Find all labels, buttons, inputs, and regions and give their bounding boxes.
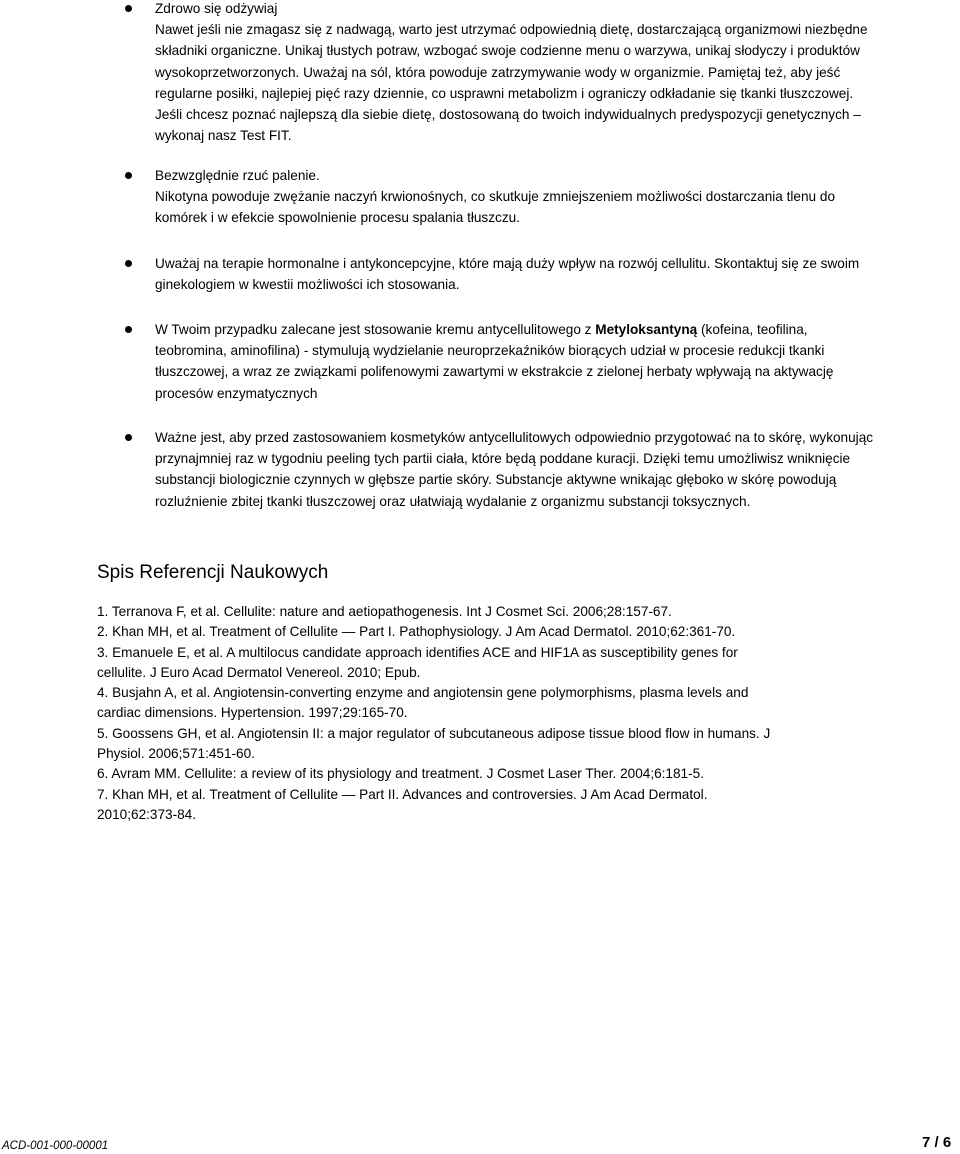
paragraph-line: wysokoprzetworzonych. Uważaj na sól, która powoduje zatrzymywanie wody w organizmie. Pamiętaj też, aby jeść <box>155 64 841 80</box>
reference-line: cardiac dimensions. Hypertension. 1997;29:165-70. <box>97 705 408 721</box>
paragraph-line: przynajmniej raz w tygodniu peeling tych partii ciała, które będą poddane kuracji. Dzięki temu umożliwisz wniknięcie <box>155 451 851 467</box>
bullet-title: Bezwzględnie rzuć palenie. <box>155 168 320 183</box>
page-number: 7 / 6 <box>922 1134 952 1151</box>
paragraph-line: procesów enzymatycznych <box>155 385 318 401</box>
paragraph-line: regularne posiłki, najlepiej pięć razy dziennie, co usprawni metabolizm i ograniczy odkładanie się tkanki tłuszczowej. <box>155 85 854 101</box>
paragraph-line: Uważaj na terapie hormonalne i antykoncepcyjne, które mają duży wpływ na rozwój cellulitu. Skontaktuj się ze swoim <box>155 256 860 271</box>
text-segment: W Twoim przypadku zalecane jest stosowanie kremu antycellulitowego z <box>155 322 596 337</box>
paragraph-line: Jeśli chcesz poznać najlepszą dla siebie dietę, dostosowaną do twoich indywidualnych predyspozycji genetycznych – <box>155 106 861 122</box>
document-code: ACD-001-000-00001 <box>2 1140 109 1152</box>
paragraph-line: tłuszczowej, a wraz ze związkami polifenowymi zawartymi w ekstrakcie z zielonej herbaty wpływają na aktywację <box>155 364 834 380</box>
paragraph-line: wykonaj nasz Test FIT. <box>155 128 292 144</box>
section-heading: Spis Referencji Naukowych <box>97 562 329 583</box>
bullet-marker <box>125 260 132 267</box>
reference-line: 7. Khan MH, et al. Treatment of Cellulite — Part II. Advances and controversies. J Am Acad Dermatol. <box>97 786 708 802</box>
text-segment: (kofeina, teofilina, <box>697 322 808 337</box>
reference-line: 6. Avram MM. Cellulite: a review of its physiology and treatment. J Cosmet Laser Ther. 2004;6:181-5. <box>97 766 704 782</box>
reference-line: 1. Terranova F, et al. Cellulite: nature and aetiopathogenesis. Int J Cosmet Sci. 2006;28:157-67. <box>97 604 672 619</box>
paragraph-line <box>155 319 955 340</box>
reference-line: 5. Goossens GH, et al. Angiotensin II: a major regulator of subcutaneous adipose tissue blood flow in humans. J <box>97 725 771 741</box>
paragraph-line: Ważne jest, aby przed zastosowaniem kosmetyków antycellulitowych odpowiednio przygotować na to skórę, wykonując <box>155 430 874 445</box>
reference-line: 3. Emanuele E, et al. A multilocus candidate approach identifies ACE and HIF1A as susceptibility genes for <box>97 644 738 660</box>
bullet-title: Zdrowo się odżywiaj <box>155 1 278 16</box>
references-list <box>97 602 957 825</box>
bullet-marker <box>125 172 132 179</box>
paragraph-line: Nawet jeśli nie zmagasz się z nadwagą, warto jest utrzymać odpowiednią dietę, dostarczającą organizmowi niezbędne <box>155 22 868 38</box>
bullet-marker <box>125 5 132 12</box>
paragraph-line: ginekologiem w kwestii możliwości ich stosowania. <box>155 277 460 293</box>
paragraph-line: składniki organiczne. Unikaj tłustych potraw, wzbogać swoje codzienne menu o warzywa, unikaj słodyczy i produktów <box>155 43 860 59</box>
bold-term: Metyloksantyną <box>595 322 698 337</box>
paragraph-line: komórek i w efekcie spowolnienie procesu spalania tłuszczu. <box>155 210 520 226</box>
paragraph-line: Nikotyna powoduje zwężanie naczyń krwionośnych, co skutkuje zmniejszeniem możliwości dostarczania tlenu do <box>155 189 836 205</box>
paragraph-line: substancji biologicznie czynnych w głębsze partie skóry. Substancje aktywne wnikając głęboko w skórę powodują <box>155 472 837 488</box>
paragraph-line: teobromina, aminofilina) - stymulują wydzielanie neuroprzekaźników biorących udział w procesie redukcji tkanki <box>155 343 825 359</box>
reference-line: cellulite. J Euro Acad Dermatol Venereol. 2010; Epub. <box>97 664 421 680</box>
paragraph-line: rozluźnienie zbitej tkanki tłuszczowej oraz ułatwiają wydalanie z organizmu substancji toksycznych. <box>155 493 751 509</box>
reference-line: Physiol. 2006;571:451-60. <box>97 746 255 762</box>
reference-line: 4. Busjahn A, et al. Angiotensin-converting enzyme and angiotensin gene polymorphisms, plasma levels and <box>97 685 749 701</box>
bullet-marker <box>125 326 132 333</box>
reference-line: 2010;62:373-84. <box>97 806 197 822</box>
reference-line: 2. Khan MH, et al. Treatment of Cellulite — Part I. Pathophysiology. J Am Acad Dermatol. 2010;62:361-70. <box>97 624 736 640</box>
bullet-marker <box>125 434 132 441</box>
